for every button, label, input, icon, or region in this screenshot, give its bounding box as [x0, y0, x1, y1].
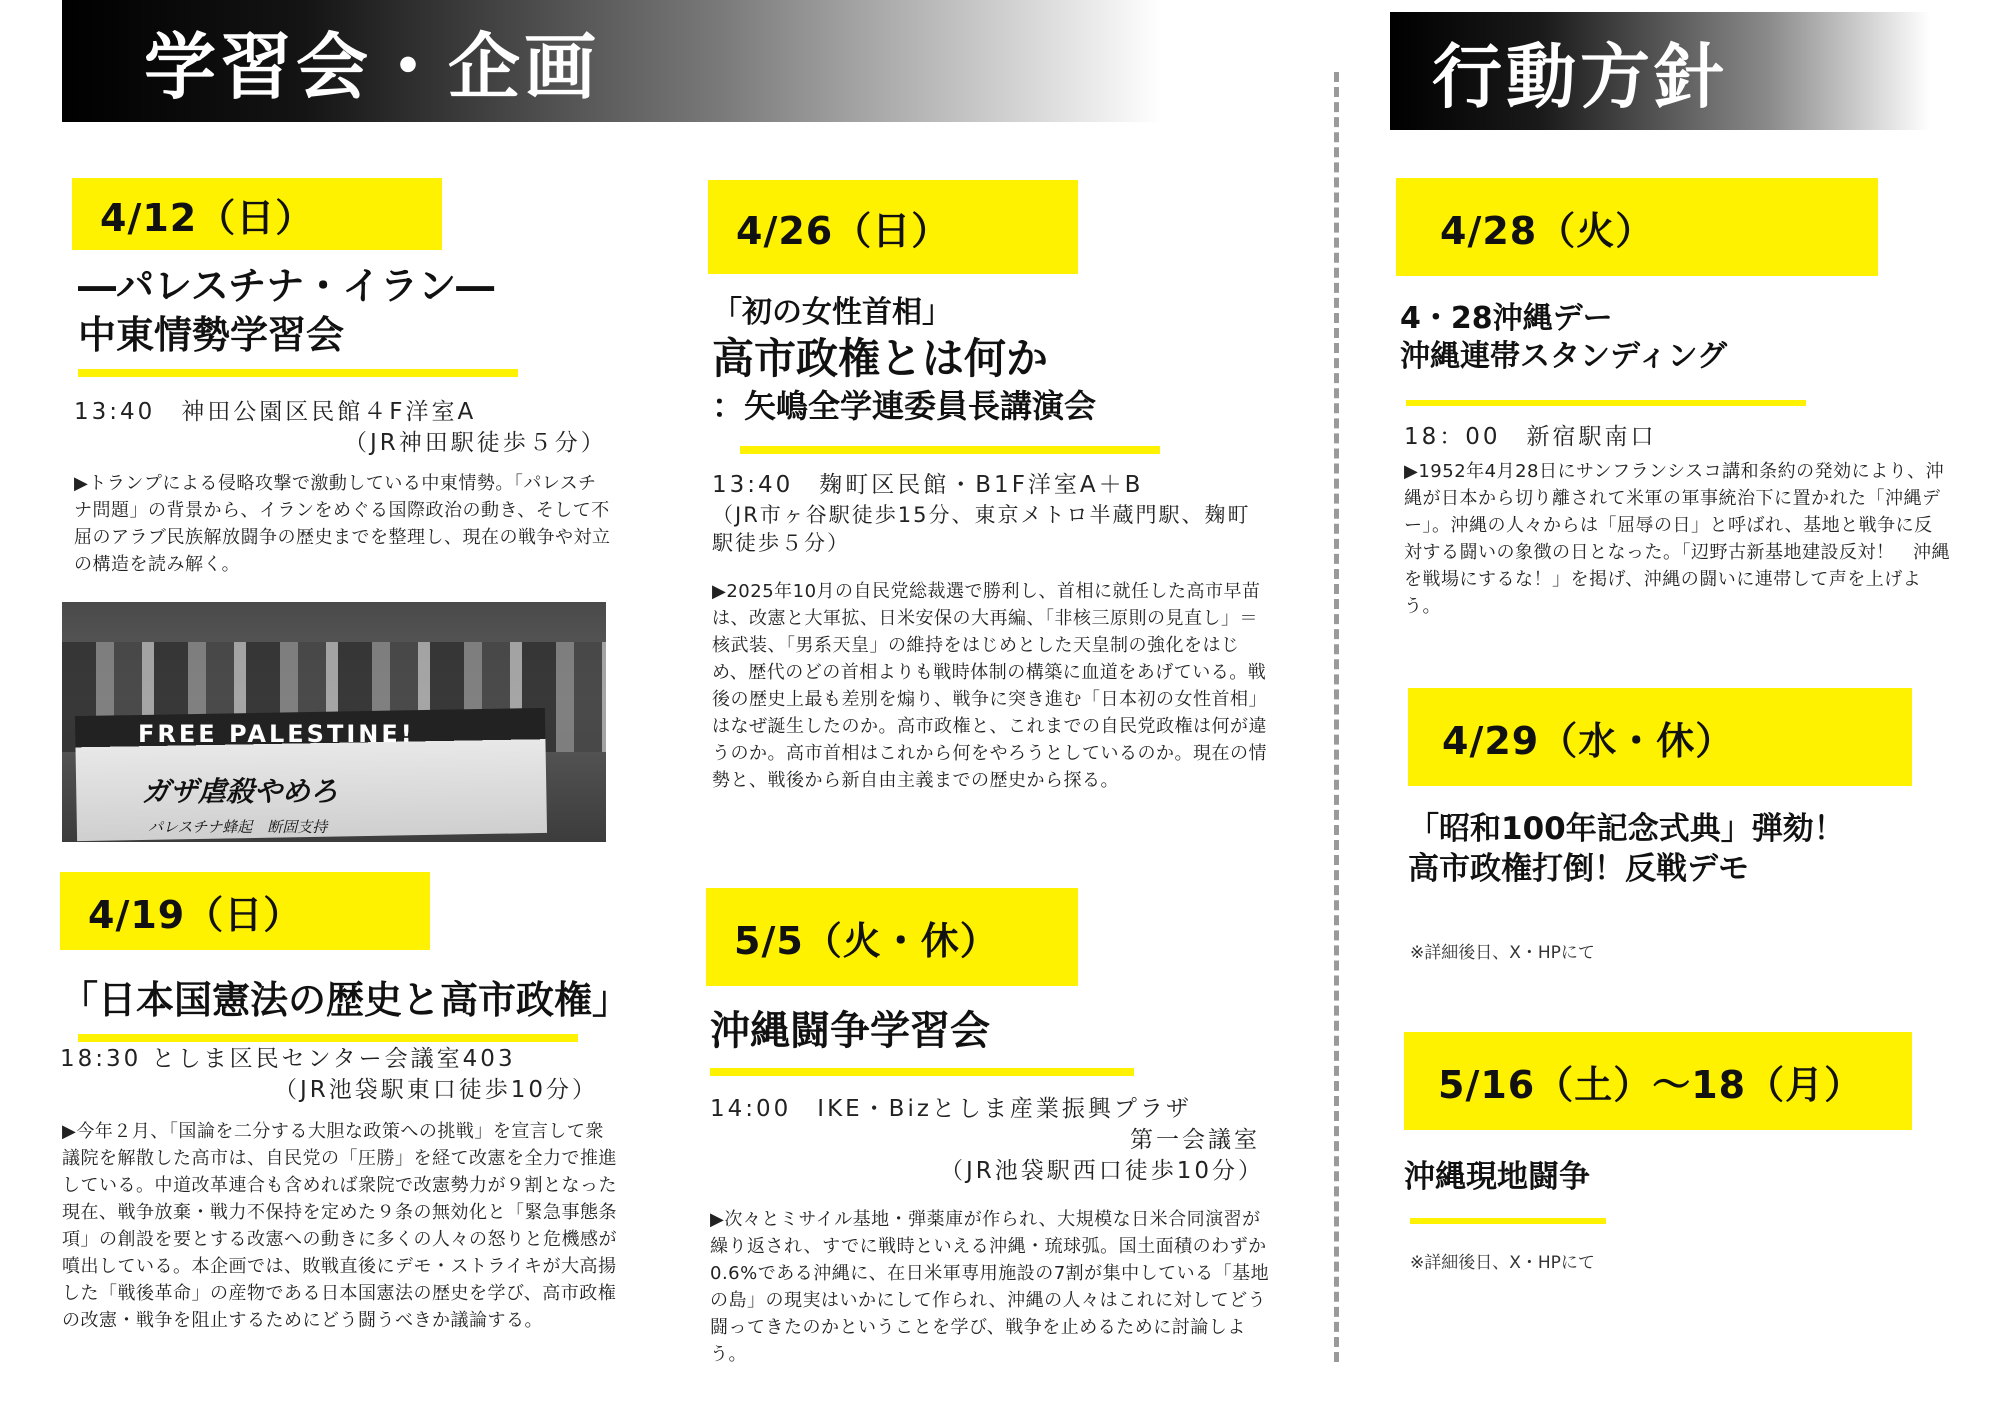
action1-title [1400, 300, 1727, 377]
event1-date-box [72, 178, 442, 250]
event3-title-line2: 高市政権とは何か [712, 334, 1049, 384]
event4-title: 沖縄闘争学習会 [710, 1008, 990, 1054]
event4-title-underline [710, 1068, 1134, 1076]
action3-date: 5/16（土）～18（月） [1438, 1062, 1864, 1107]
event1-title [78, 262, 494, 359]
event3-title [712, 294, 1096, 427]
event3-info [712, 470, 1272, 558]
event2-time-place: 18:30 としま区民センター会議室403 [60, 1046, 516, 1072]
action1-date: 4/28（火） [1440, 208, 1655, 253]
event1-title-line1: ―パレスチナ・イラン― [78, 264, 495, 308]
action1-title-line1: 4・28沖縄デー [1400, 301, 1613, 336]
event1-title-underline [78, 369, 518, 377]
event3-access: （JR市ヶ谷駅徒歩15分、東京メトロ半蔵門駅、麹町駅徒歩５分） [712, 503, 1251, 556]
protest-banner-text3: パレスチナ蜂起 断固支持 [148, 818, 328, 836]
action2-title-line1: 「昭和100年記念式典」弾劾！ [1408, 811, 1845, 847]
action3-note: ※詳細後日、X・HPにて [1410, 1253, 1595, 1273]
event4-access: （JR池袋駅西口徒歩10分） [939, 1158, 1264, 1185]
event1-access: （JR神田駅徒歩５分） [344, 430, 607, 457]
action2-date-box [1408, 688, 1912, 786]
event4-info [710, 1094, 1270, 1187]
event4-room: 第一会議室 [1130, 1127, 1260, 1154]
action1-date-box [1396, 178, 1878, 276]
action1-description: ▶1952年4月28日にサンフランシスコ講和条約の発効により、沖縄が日本から切り離されて米軍の軍事統治下に置かれた「沖縄デー」。沖縄の人々からは「屈辱の日」と呼ばれ、基地と戦争に反対する闘いの象徴の日となった。「辺野古新基地建設反対！ 沖縄を戦場にするな！」を掲げ、沖縄の闘いに連帯して声を上げよう。 [1404, 461, 1950, 617]
event4-date-box [706, 888, 1078, 986]
protest-photo [62, 602, 606, 842]
protest-banner-text2: ガザ虐殺やめろ [142, 775, 339, 808]
event1-time-place: 13:40 神田公園区民館４F洋室A [74, 399, 477, 425]
event1-description: ▶トランプによる侵略攻撃で激動している中東情勢。「パレスチナ問題」の背景から、イランをめぐる国際政治の動き、そして不屈のアラブ民族解放闘争の歴史までを整理し、現在の戦争や対立の構造を読み解く。 [74, 473, 611, 575]
event2-title-underline [78, 1034, 578, 1042]
event2-access: （JR池袋駅東口徒歩10分） [274, 1077, 599, 1104]
study-section-title: 学習会・企画 [144, 25, 601, 109]
column-divider [1334, 72, 1339, 1362]
action2-title [1408, 810, 1845, 889]
event1-info [74, 397, 614, 459]
event4-description: ▶次々とミサイル基地・弾薬庫が作られ、大規模な日米合同演習が繰り返され、すでに戦時といえる沖縄・琉球弧。国土面積のわずか0.6%である沖縄に、在日米軍専用施設の7割が集中している「基地の島」の現実はいかにして作られ、沖縄の人々はこれに対してどう闘ってきたのかということを学び、戦争を止めるために討論しよう。 [710, 1209, 1270, 1365]
action2-date: 4/29（水・休） [1442, 718, 1735, 763]
event2-info [60, 1044, 620, 1106]
event4-date: 5/5（火・休） [734, 918, 999, 963]
action2-title-line2: 高市政権打倒！反戦デモ [1408, 850, 1749, 887]
protest-banner-text1: FREE PALESTINE! [138, 720, 415, 748]
action1-title-underline [1406, 400, 1806, 406]
event2-date: 4/19（日） [88, 892, 303, 937]
event3-title-line3: ：矢嶋全学連委員長講演会 [712, 387, 1097, 426]
action3-title-underline [1410, 1218, 1606, 1224]
event3-time-place: 13:40 麹町区民館・B1F洋室A＋B [712, 472, 1144, 498]
event2-date-box [60, 872, 430, 950]
event1-title-line2: 中東情勢学習会 [78, 312, 345, 357]
event3-title-underline [740, 446, 1160, 454]
action3-title: 沖縄現地闘争 [1404, 1159, 1590, 1195]
action2-note: ※詳細後日、X・HPにて [1410, 943, 1595, 963]
event2-title: 「日本国憲法の歴史と高市政権」 [60, 978, 631, 1022]
action-section-banner [1390, 12, 1930, 130]
event3-date-box [708, 180, 1078, 274]
event3-title-line1: 「初の女性首相」 [712, 295, 952, 330]
action3-date-box [1404, 1032, 1912, 1130]
action-section-title: 行動方針 [1432, 35, 1728, 118]
event3-date: 4/26（日） [736, 208, 951, 253]
study-section-banner [62, 0, 1162, 122]
event1-date: 4/12（日） [100, 195, 315, 240]
action1-time-place: 18：00 新宿駅南口 [1404, 424, 1657, 450]
event4-time-place: 14:00 IKE・Bizとしま産業振興プラザ [710, 1096, 1192, 1122]
event3-description: ▶2025年10月の自民党総裁選で勝利し、首相に就任した高市早苗は、改憲と大軍拡、日米安保の大再編、「非核三原則の見直し」＝核武装、「男系天皇」の維持をはじめとした天皇制の強化をはじめ、歴代のどの首相よりも戦時体制の構築に血道をあげている。戦後の歴史上最も差別を煽り、戦争に突き進む「日本初の女性首相」はなぜ誕生したのか。高市政権と、これまでの自民党政権は何が違うのか。高市首相はこれから何をやろうとしているのか。現在の情勢と、戦後から新自由主義までの歴史から探る。 [712, 581, 1267, 791]
event2-description: ▶今年２月、「国論を二分する大胆な政策への挑戦」を宣言して衆議院を解散した高市は、自民党の「圧勝」を経て改憲を全力で推進している。中道改革連合も含めれば衆院で改憲勢力が９割となった現在、戦争放棄・戦力不保持を定めた９条の無効化と「緊急事態条項」の創設を要とする改憲への動きに多くの人々の怒りと危機感が噴出している。本企画では、敗戦直後にデモ・ストライキが大高揚した「戦後革命」の産物である日本国憲法の歴史を学び、高市政権の改憲・戦争を阻止するためにどう闘うべきか議論する。 [62, 1121, 617, 1331]
action1-title-line2: 沖縄連帯スタンディング [1400, 339, 1727, 375]
